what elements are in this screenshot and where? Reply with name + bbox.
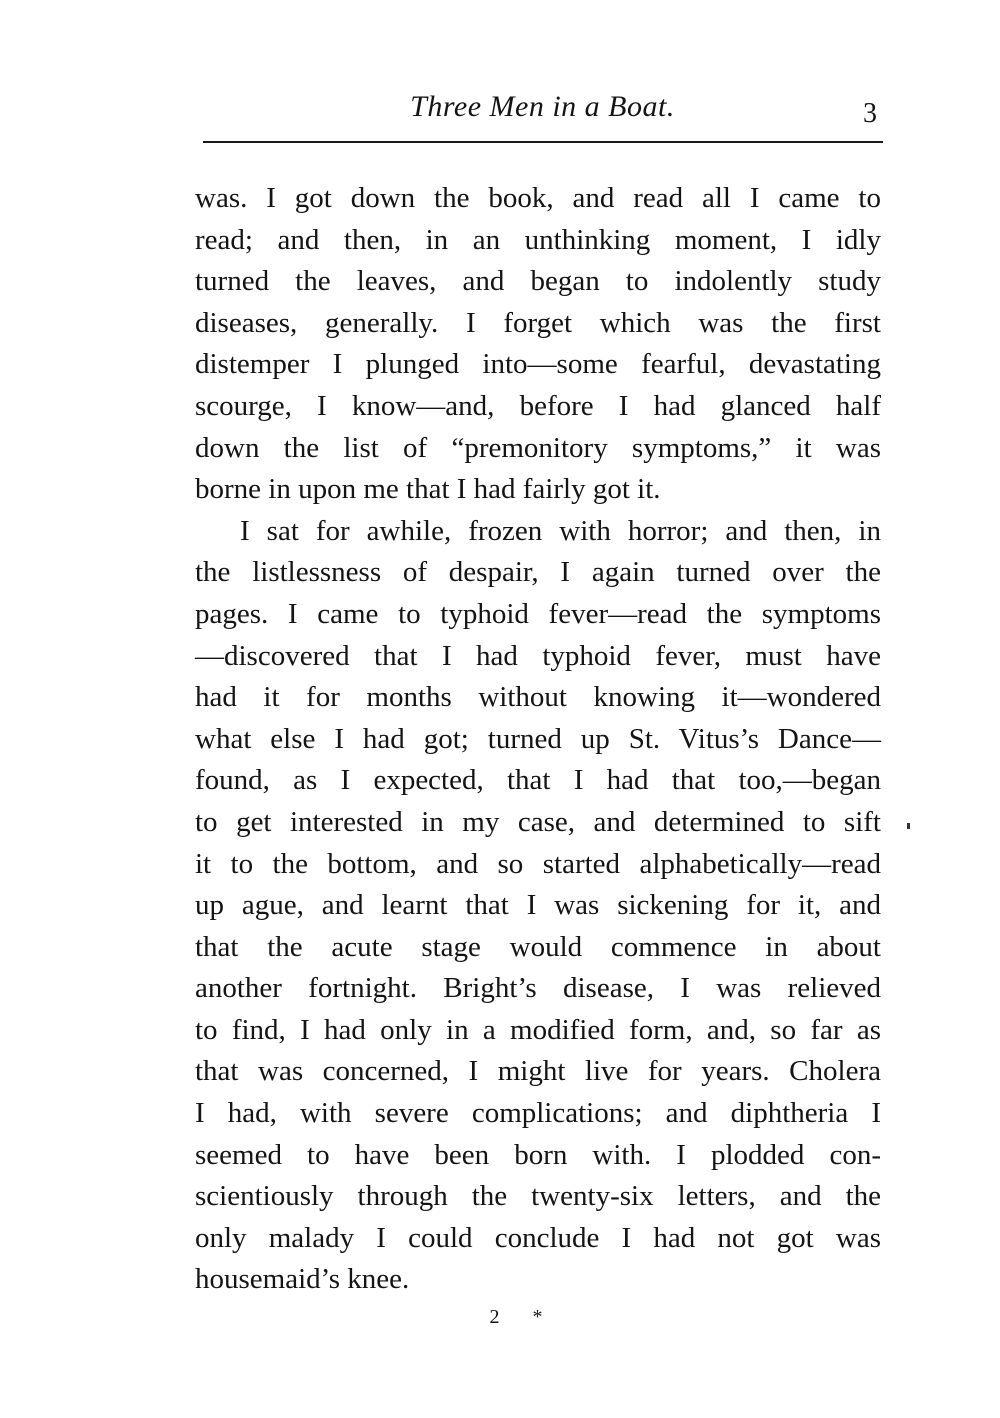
text-line: borne in upon me that I had fairly got it.: [195, 473, 661, 506]
text-line: to get interested in my case, and determined to sift: [195, 805, 881, 838]
text-line: down the list of “premonitory symptoms,” it was: [195, 431, 881, 464]
text-line: it to the bottom, and so started alphabetically—read: [195, 847, 881, 880]
printer-signature-mark: 2 *: [489, 1306, 557, 1328]
text-line: scourge, I know—and, before I had glanced half: [195, 389, 881, 422]
text-line: read; and then, in an unthinking moment, I idly: [195, 223, 881, 256]
page-number: 3: [863, 98, 877, 129]
text-line: distemper I plunged into—some fearful, devastating: [195, 348, 881, 381]
text-line: seemed to have been born with. I plodded con-: [195, 1138, 881, 1171]
text-line: turned the leaves, and began to indolently study: [195, 265, 881, 298]
body-text: [195, 178, 881, 1301]
text-line: only malady I could conclude I had not got was: [195, 1221, 881, 1254]
text-line: another fortnight. Bright’s disease, I was relieved: [195, 972, 881, 1005]
header-rule: [203, 141, 883, 143]
ink-speck: [907, 823, 910, 829]
text-line: up ague, and learnt that I was sickening for it, and: [195, 889, 881, 922]
text-line: —discovered that I had typhoid fever, must have: [195, 639, 881, 672]
text-line: diseases, generally. I forget which was the first: [195, 306, 881, 339]
text-line: housemaid’s knee.: [195, 1263, 410, 1296]
text-line: what else I had got; turned up St. Vitus’s Dance—: [195, 722, 881, 755]
text-line: the listlessness of despair, I again turned over the: [195, 556, 881, 589]
text-line: pages. I came to typhoid fever—read the symptoms: [195, 597, 881, 630]
paragraph: [195, 178, 881, 511]
text-line: had it for months without knowing it—wondered: [195, 681, 881, 714]
text-line: found, as I expected, that I had that too,—began: [195, 764, 881, 797]
running-title: Three Men in a Boat.: [410, 90, 675, 123]
text-line: to find, I had only in a modified form, and, so far as: [195, 1013, 881, 1046]
text-line: that was concerned, I might live for years. Cholera: [195, 1055, 881, 1088]
text-line: I sat for awhile, frozen with horror; and then, in: [240, 514, 881, 547]
paragraph: [195, 511, 881, 1301]
text-line: was. I got down the book, and read all I came to: [195, 182, 881, 214]
text-line: I had, with severe complications; and diphtheria I: [195, 1097, 881, 1130]
text-line: scientiously through the twenty-six letters, and the: [195, 1180, 881, 1213]
running-head: [200, 84, 885, 129]
text-line: that the acute stage would commence in about: [195, 930, 881, 963]
